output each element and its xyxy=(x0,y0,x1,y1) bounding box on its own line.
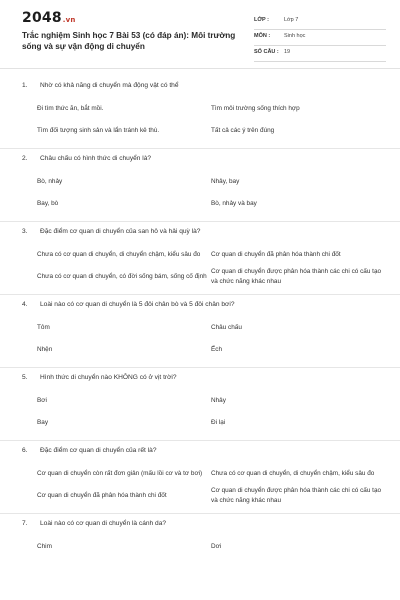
options-grid xyxy=(0,244,400,288)
answer-option[interactable]: Đi tìm thức ăn, bắt mồi. xyxy=(37,105,104,112)
question-text: Châu chấu có hình thức di chuyển là? xyxy=(40,155,152,162)
question-header xyxy=(0,441,400,463)
meta-value: Sinh học xyxy=(284,33,306,39)
options-grid xyxy=(0,463,400,507)
answer-option[interactable]: Bơi xyxy=(37,397,47,404)
document-title: Trắc nghiệm Sinh học 7 Bài 53 (có đáp án): Môi trường sống và sự vận động di chuyển xyxy=(22,31,236,51)
question-text: Đặc điểm cơ quan di chuyển của san hô và hải quỳ là? xyxy=(40,228,201,235)
question-number: 1. xyxy=(22,82,28,89)
question-number: 2. xyxy=(22,155,28,162)
question-1 xyxy=(0,76,400,149)
answer-option[interactable]: Chưa có cơ quan di chuyển, di chuyển chậm, kiểu sâu đo xyxy=(37,251,201,258)
options-grid xyxy=(0,390,400,434)
answer-option[interactable]: Chưa có cơ quan di chuyển, di chuyển chậm, kiểu sâu đo xyxy=(211,470,375,477)
answer-option[interactable]: Bò, nhảy xyxy=(37,178,63,185)
answer-option[interactable]: Châu chấu xyxy=(211,324,242,331)
question-header xyxy=(0,368,400,390)
answer-option[interactable]: Cơ quan di chuyển đã phân hóa thành chi đốt xyxy=(37,492,167,499)
question-2 xyxy=(0,149,400,222)
question-header xyxy=(0,76,400,98)
question-header xyxy=(0,514,400,536)
answer-option[interactable]: Tìm môi trường sống thích hợp xyxy=(211,105,300,112)
answer-option[interactable]: Nhảy xyxy=(211,397,226,404)
question-text: Đặc điểm cơ quan di chuyển của rết là? xyxy=(40,447,157,454)
options-grid xyxy=(0,98,400,142)
answer-option[interactable]: Tìm đối tượng sinh sản và lẩn tránh kẻ thù. xyxy=(37,127,160,134)
document-meta xyxy=(254,14,386,62)
answer-option[interactable]: Ếch xyxy=(211,346,223,353)
site-logo[interactable] xyxy=(22,10,76,26)
document-header xyxy=(0,0,400,66)
question-text: Loài nào có cơ quan di chuyển là 5 đôi chân bò và 5 đôi chân bơi? xyxy=(40,301,235,308)
answer-option[interactable]: Nhảy, bay xyxy=(211,178,240,185)
question-4 xyxy=(0,295,400,368)
options-grid xyxy=(0,171,400,215)
question-header xyxy=(0,149,400,171)
question-6 xyxy=(0,441,400,514)
logo-text: 2048 xyxy=(22,10,62,26)
answer-option[interactable]: Dơi xyxy=(211,543,222,550)
question-header xyxy=(0,295,400,317)
question-list xyxy=(0,76,400,558)
question-5 xyxy=(0,368,400,441)
meta-label: MÔN : xyxy=(254,33,271,39)
answer-option[interactable]: Bay xyxy=(37,419,49,426)
answer-option[interactable]: Chim xyxy=(37,543,52,550)
answer-option[interactable]: Cơ quan di chuyển đã phân hóa thành chi đốt xyxy=(211,251,341,258)
question-number: 5. xyxy=(22,374,28,381)
meta-row-count xyxy=(254,46,386,62)
question-text: Nhờ có khả năng di chuyển mà động vật có thể xyxy=(40,82,179,89)
options-grid xyxy=(0,536,400,558)
answer-option[interactable]: Cơ quan di chuyển được phân hóa thành các chi có cấu tạo và chức năng khác nhau xyxy=(211,487,382,504)
answer-option[interactable]: Tất cả các ý trên đúng xyxy=(211,127,275,134)
question-3 xyxy=(0,222,400,295)
question-header xyxy=(0,222,400,244)
answer-option[interactable]: Cơ quan di chuyển được phân hóa thành các chi có cấu tạo và chức năng khác nhau xyxy=(211,268,382,285)
answer-option[interactable]: Tôm xyxy=(37,324,50,331)
logo-suffix: .vn xyxy=(62,16,76,24)
question-text: Loài nào có cơ quan di chuyển là cánh da? xyxy=(40,520,167,527)
answer-option[interactable]: Cơ quan di chuyển còn rất đơn giản (mấu lồi cơ và tơ bơi) xyxy=(37,470,203,477)
answer-option[interactable]: Chưa có cơ quan di chuyển, có đời sống bám, sống cố định xyxy=(37,273,207,280)
question-number: 3. xyxy=(22,228,28,235)
meta-value: Lớp 7 xyxy=(284,17,299,23)
question-7 xyxy=(0,514,400,558)
answer-option[interactable]: Bò, nhảy và bay xyxy=(211,200,257,207)
meta-label: SỐ CÂU : xyxy=(254,49,279,55)
answer-option[interactable]: Nhện xyxy=(37,346,53,353)
question-number: 4. xyxy=(22,301,28,308)
meta-row-subject xyxy=(254,30,386,46)
question-number: 6. xyxy=(22,447,28,454)
answer-option[interactable]: Đi lại xyxy=(211,419,226,426)
meta-value: 19 xyxy=(284,49,291,55)
question-text: Hình thức di chuyển nào KHÔNG có ở vịt trời? xyxy=(40,374,177,381)
header-divider xyxy=(0,68,400,69)
meta-label: LỚP : xyxy=(254,17,269,23)
meta-row-grade xyxy=(254,14,386,30)
question-number: 7. xyxy=(22,520,28,527)
options-grid xyxy=(0,317,400,361)
answer-option[interactable]: Bay, bò xyxy=(37,200,59,207)
